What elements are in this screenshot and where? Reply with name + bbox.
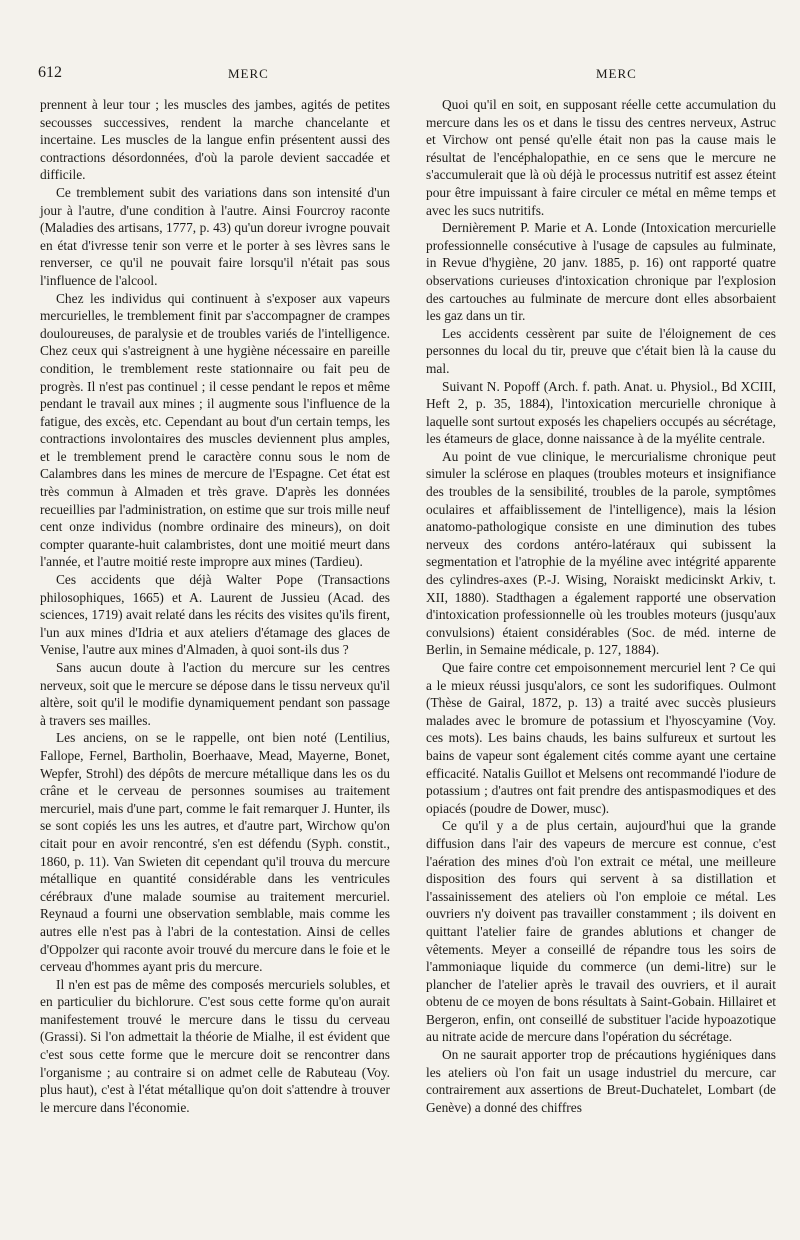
paragraph: prennent à leur tour ; les muscles des jambes, agités de petites secousses successives, rendent la marche chancelante et incertaine. Les muscles de la langue enfin présentent aussi des contractions désordonnées, d'où la parole devient saccadée et difficile. [40, 97, 390, 183]
paragraph: Ce qu'il y a de plus certain, aujourd'hui que la grande diffusion dans l'air des vapeurs de mercure est connue, c'est l'aération des mines d'où l'on extrait ce métal, une meilleure disposition des fours qui servent à sa distillation et l'assainissement des ateliers où l'on emploie ce métal. Les ouvriers n'y doivent pas travailler constamment ; ils doivent en quittant l'atelier faire de grandes ablutions et changer de vêtements. Meyer a conseillé de répandre tous les soirs de l'ammoniaque liquide du commerce (un demi-litre) sur le plancher de l'atelier après le travail des ouvriers, et il aurait obtenu de ce moyen de bons résultats à Saint-Gobain. Hillairet et Bergeron, enfin, ont conseillé de substituer l'acide hypoazotique au nitrate acide de mercure dans l'opération du sécrétage. [426, 818, 776, 1045]
paragraph: Il n'en est pas de même des composés mercuriels solubles, et en particulier du bichlorure. C'est sous cette forme qu'on aurait manifestement trouvé le mercure dans le tissu du cerveau (Grassi). Si l'on admettait la théorie de Mialhe, il est évident que c'est sous cette forme que le mercure doit se rencontrer dans l'organisme ; au contraire si on admet celle de Rabuteau (Voy. plus haut), c'est à l'état métallique qu'on doit s'attendre à trouver le mercure dans l'économie. [40, 976, 390, 1115]
paragraph: Que faire contre cet empoisonnement mercuriel lent ? Ce qui a le mieux réussi jusqu'alors, ce sont les sudorifiques. Oulmont (Thèse de Gairal, 1872, p. 13) a traité avec succès plusieurs malades avec le bromure de potassium et l'hyoscyamine (Voy. ces mots). Les bains chauds, les bains sulfureux et surtout les bains de vapeur sont également cités comme ayant une certaine efficacité. Natalis Guillot et Melsens ont recommandé l'iodure de potassium ; d'autres ont fait prendre des antispasmodiques et des opiacés (poudre de Dower, musc). [426, 660, 776, 816]
paragraph: Sans aucun doute à l'action du mercure sur les centres nerveux, soit que le mercure se dépose dans le tissu nerveux qu'il altère, soit qu'il le modifie dynamiquement pendant son passage à travers ses mailles. [40, 660, 390, 728]
left-text-column [40, 96, 390, 1116]
paragraph: Dernièrement P. Marie et A. Londe (Intoxication mercurielle professionnelle consécutive à l'usage de capsules au fulminate, in Revue d'hygiène, 20 janv. 1885, p. 16) ont rapporté quatre observations curieuses d'intoxication chronique par l'explosion des cartouches au fulminate de mercure dont elles absorbaient les gaz dans un tir. [426, 220, 776, 324]
paragraph: Suivant N. Popoff (Arch. f. path. Anat. u. Physiol., Bd XCIII, Heft 2, p. 35, 1884), l'intoxication mercurielle chronique à laquelle sont surtout exposés les chapeliers occupés au sécrétage, les étameurs de glace, donne naissance à de la myélite centrale. [426, 378, 776, 447]
paragraph: Chez les individus qui continuent à s'exposer aux vapeurs mercurielles, le tremblement finit par s'accompagner de crampes douloureuses, de paralysie et de troubles variés de l'intelligence. Chez ceux qui s'astreignent à une hygiène nécessaire en pareille condition, le tremblement reste stationnaire ou fait peu de progrès. Il n'est pas continuel ; il cesse pendant le repos et même pendant le travail aux mines ; il augmente sous l'influence de la fatigue, des excès, etc. Cependant au bout d'un certain temps, les contractions involontaires des muscles deviennent plus amples, et le tremblement prend le caractère connu sous le nom de Calambres dans les mines de mercure de l'Espagne. Cet état est très commun à Almaden et très grave. D'après les données recueillies par l'administration, on estime que sur trois mille neuf cent onze individus (nombre ordinaire des mineurs), on doit compter quarante-huit calambristes, dont une moitié meurt dans l'année, et l'autre moitié reste impropre aux mines (Tardieu). [40, 290, 390, 570]
page-number: 612 [38, 64, 62, 81]
left-running-head: MERC [228, 66, 269, 81]
right-text-column [426, 96, 776, 1116]
right-running-head: MERC [596, 66, 637, 81]
paragraph: Au point de vue clinique, le mercurialisme chronique peut simuler la sclérose en plaques (troubles moteurs et insignifiance des troubles de la sensibilité, troubles de la parole, symptômes oculaires et affaiblissement de l'intelligence), mais la lésion anatomo-pathologique consiste en une diminution des tubes nerveux des cordons antéro-latéraux qui subissent la segmentation et l'atrophie de la myéline avec intégrité apparente des cylindres-axes (P.-J. Wising, Noraiskt medicinskt Arkiv, t. XII, 1880). Stadthagen a également rapporté une observation d'intoxication professionnelle où les troubles moteurs (jusqu'aux convulsions) étaient considérables (Soc. de méd. interne de Berlin, in Semaine médicale, p. 127, 1884). [426, 448, 776, 658]
paragraph: Ce tremblement subit des variations dans son intensité d'un jour à l'autre, d'une condition à l'autre. Ainsi Fourcroy raconte (Maladies des artisans, 1777, p. 43) qu'un doreur ivrogne pouvait en état d'ivresse tenir son verre et le porter à ses lèvres sans le renverser, ce qu'il ne pouvait faire lorsqu'il n'était pas sous l'influence de l'alcool. [40, 184, 390, 288]
paragraph: On ne saurait apporter trop de précautions hygiéniques dans les ateliers où l'on fait un usage industriel du mercure, car contrairement aux assertions de Breut-Duchatelet, Lombart (de Genève) a donné des chiffres [426, 1047, 776, 1115]
paragraph: Ces accidents que déjà Walter Pope (Transactions philosophiques, 1665) et A. Laurent de Jussieu (Acad. des sciences, 1719) avait relaté dans les récits des visites qu'ils firent, l'un aux mines d'Idria et aux ateliers d'étamage des glaces de Venise, l'autre aux mines d'Almaden, à quoi sont-ils dus ? [40, 572, 390, 658]
paragraph: Quoi qu'il en soit, en supposant réelle cette accumulation du mercure dans les os et dans le tissu des centres nerveux, Astruc et Virchow ont pensé qu'elle était non pas la cause mais le résultat de l'encéphalopathie, en ce sens que le mercure ne s'accumulerait que là où déjà le processus nutritif est assez éteint pour être impuissant à faire circuler ce métal en même temps et avec les sucs nutritifs. [426, 97, 776, 218]
paragraph: Les anciens, on se le rappelle, ont bien noté (Lentilius, Fallope, Fernel, Bartholin, Boerhaave, Mead, Mayerne, Bonet, Wepfer, Strohl) des dépôts de mercure métallique dans les os du crâne et le cerveau de personnes soumises au traitement mercuriel, mais d'une part, comme le fait remarquer J. Hunter, ils se sont copiés les uns les autres, et d'autre part, Wirchow qu'on citait pour en avoir rencontré, s'en est défendu (Syph. constit., 1860, p. 11). Van Swieten dit cependant qu'il trouva du mercure métallique en quantité considérable dans les ventricules cérébraux d'une malade soumise au traitement mercuriel. Reynaud a fourni une observation semblable, mais comme les autres elle n'est pas à l'abri de la contestation. Ainsi de celles d'Oppolzer qui raconte avoir trouvé du mercure dans le foie et le cerveau d'hommes ayant pris du mercure. [40, 730, 390, 975]
paragraph: Les accidents cessèrent par suite de l'éloignement de ces personnes du local du tir, preuve que c'était bien là la cause du mal. [426, 325, 776, 376]
